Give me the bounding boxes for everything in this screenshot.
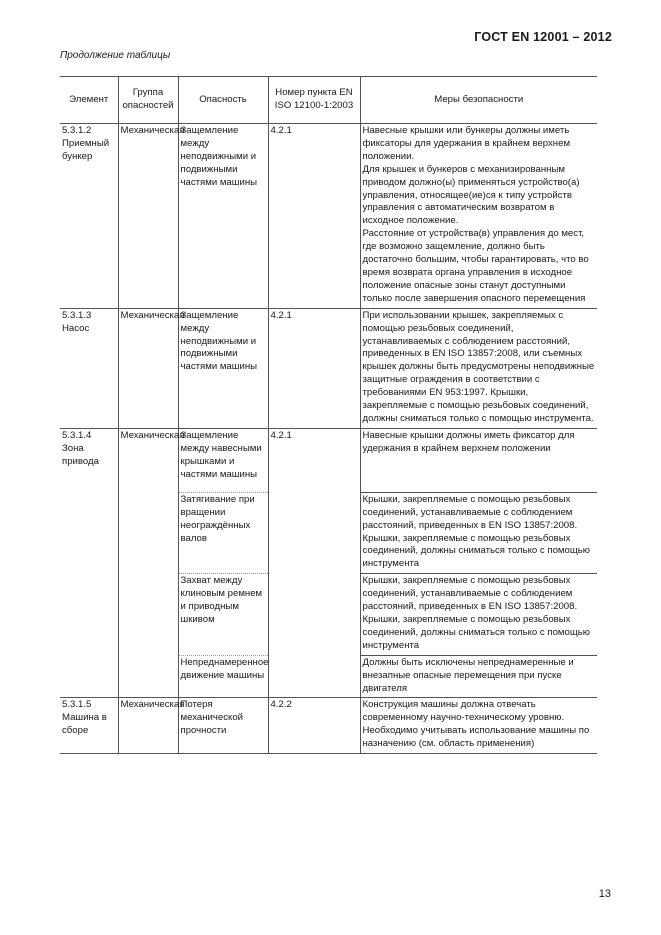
measure-paragraph: Навесные крышки должны иметь фиксатор для удержания в крайнем верхнем положении <box>362 429 575 454</box>
cell-hazard-group <box>118 492 178 573</box>
cell-hazard-group <box>118 574 178 655</box>
cell-element <box>60 574 118 655</box>
cell-clause-number <box>268 574 360 655</box>
cell-element: 5.3.1.3 Насос <box>60 308 118 428</box>
table-row <box>60 574 597 655</box>
cell-safety-measures <box>360 428 597 492</box>
cell-hazard: Защемление между неподвижными и подвижными частями машины <box>178 124 268 309</box>
table-row <box>60 492 597 573</box>
column-header-clause-number: Номер пункта EN ISO 12100-1:2003 <box>268 77 360 124</box>
measure-paragraph: При использовании крышек, закрепляемых с помощью резьбовых соединений, устанавливаемых с соблюдением расстояний, приведенных в EN ISO 13857:2008, или съемных крышек должны быть предусмотрены неподвижные защитные ограждения в соответствии с требованиями EN 953:1997. Крышки, закрепляемые с помощью резьбовых соединений, должны сниматься только с помощью инструмента. <box>362 309 595 424</box>
cell-hazard-group: Механическая <box>118 308 178 428</box>
cell-safety-measures <box>360 655 597 698</box>
cell-hazard: Непреднамеренное движение машины <box>178 655 268 698</box>
cell-safety-measures <box>360 308 597 428</box>
cell-clause-number: 4.2.2 <box>268 698 360 754</box>
cell-safety-measures <box>360 574 597 655</box>
column-header-hazard-group: Группа опасностей <box>118 77 178 124</box>
cell-safety-measures <box>360 124 597 309</box>
cell-element: 5.3.1.4 Зона привода <box>60 428 118 492</box>
cell-element: 5.3.1.5 Машина в сборе <box>60 698 118 754</box>
cell-hazard-group: Механическая <box>118 698 178 754</box>
cell-clause-number: 4.2.1 <box>268 308 360 428</box>
cell-hazard: Захват между клиновым ремнем и приводным шкивом <box>178 574 268 655</box>
column-header-hazard: Опасность <box>178 77 268 124</box>
cell-hazard: Защемление между навесными крышками и частями машины <box>178 428 268 492</box>
table-row <box>60 428 597 492</box>
cell-clause-number: 4.2.1 <box>268 124 360 309</box>
cell-safety-measures <box>360 492 597 573</box>
measure-paragraph: Конструкция машины должна отвечать современному научно-техническому уровню. Необходимо учитывать использование машины по назначению (см. область применения) <box>362 699 590 750</box>
cell-hazard: Защемление между неподвижными и подвижными частями машины <box>178 308 268 428</box>
cell-safety-measures <box>360 698 597 754</box>
cell-hazard-group: Механическая <box>118 428 178 492</box>
cell-element <box>60 655 118 698</box>
measure-paragraph: Крышки, закрепляемые с помощью резьбовых соединений, устанавливаемые с соблюдением расстояний, приведенных в EN ISO 13857:2008. Крышки, закрепляемые с помощью резьбовых соединений, должны сниматься только с помощью инструмента <box>362 575 590 651</box>
column-header-safety-measures: Меры безопасности <box>360 77 597 124</box>
cell-hazard-group <box>118 655 178 698</box>
document-title: ГОСТ EN 12001 – 2012 <box>474 30 612 44</box>
cell-hazard-group: Механическая <box>118 124 178 309</box>
table-row <box>60 698 597 754</box>
table-continuation-label: Продолжение таблицы <box>60 50 171 61</box>
cell-clause-number <box>268 492 360 573</box>
cell-hazard: Потеря механической прочности <box>178 698 268 754</box>
cell-element: 5.3.1.2 Приемный бункер <box>60 124 118 309</box>
measure-paragraph: Должны быть исключены непреднамеренные и внезапные опасные перемещения при пуске двигателя <box>362 656 574 694</box>
table-row <box>60 124 597 309</box>
measure-paragraph: Навесные крышки или бункеры должны иметь фиксаторы для удержания в крайнем верхнем положении. <box>362 125 571 162</box>
cell-hazard: Затягивание при вращении неограждённых валов <box>178 492 268 573</box>
table-row <box>60 655 597 698</box>
measure-paragraph: Крышки, закрепляемые с помощью резьбовых соединений, устанавливаемые с соблюдением расстояний, приведенных в EN ISO 13857:2008. Крышки, закрепляемые с помощью резьбовых соединений, должны сниматься только с помощью инструмента <box>362 493 590 570</box>
cell-clause-number: 4.2.1 <box>268 428 360 492</box>
table-header-row <box>60 77 597 124</box>
measure-paragraph: Для крышек и бункеров с механизированным приводом должно(ы) применяться устройство(а) управления, относящее(ие)ся к типу устройств управления с автоматическим возвратом в исходное положение. <box>362 163 580 227</box>
safety-measures-table <box>60 76 597 754</box>
cell-clause-number <box>268 655 360 698</box>
cell-element <box>60 492 118 573</box>
measure-paragraph: Расстояние от устройства(в) управления до мест, где возможно защемление, должно быть достаточно большим, чтобы гарантировать, что во время возврата органа управления в исходное положение опасные зоны станут доступными только после завершения опасного перемещения <box>362 228 589 304</box>
page-number: 13 <box>598 888 611 900</box>
column-header-element: Элемент <box>60 77 118 124</box>
table-row <box>60 308 597 428</box>
